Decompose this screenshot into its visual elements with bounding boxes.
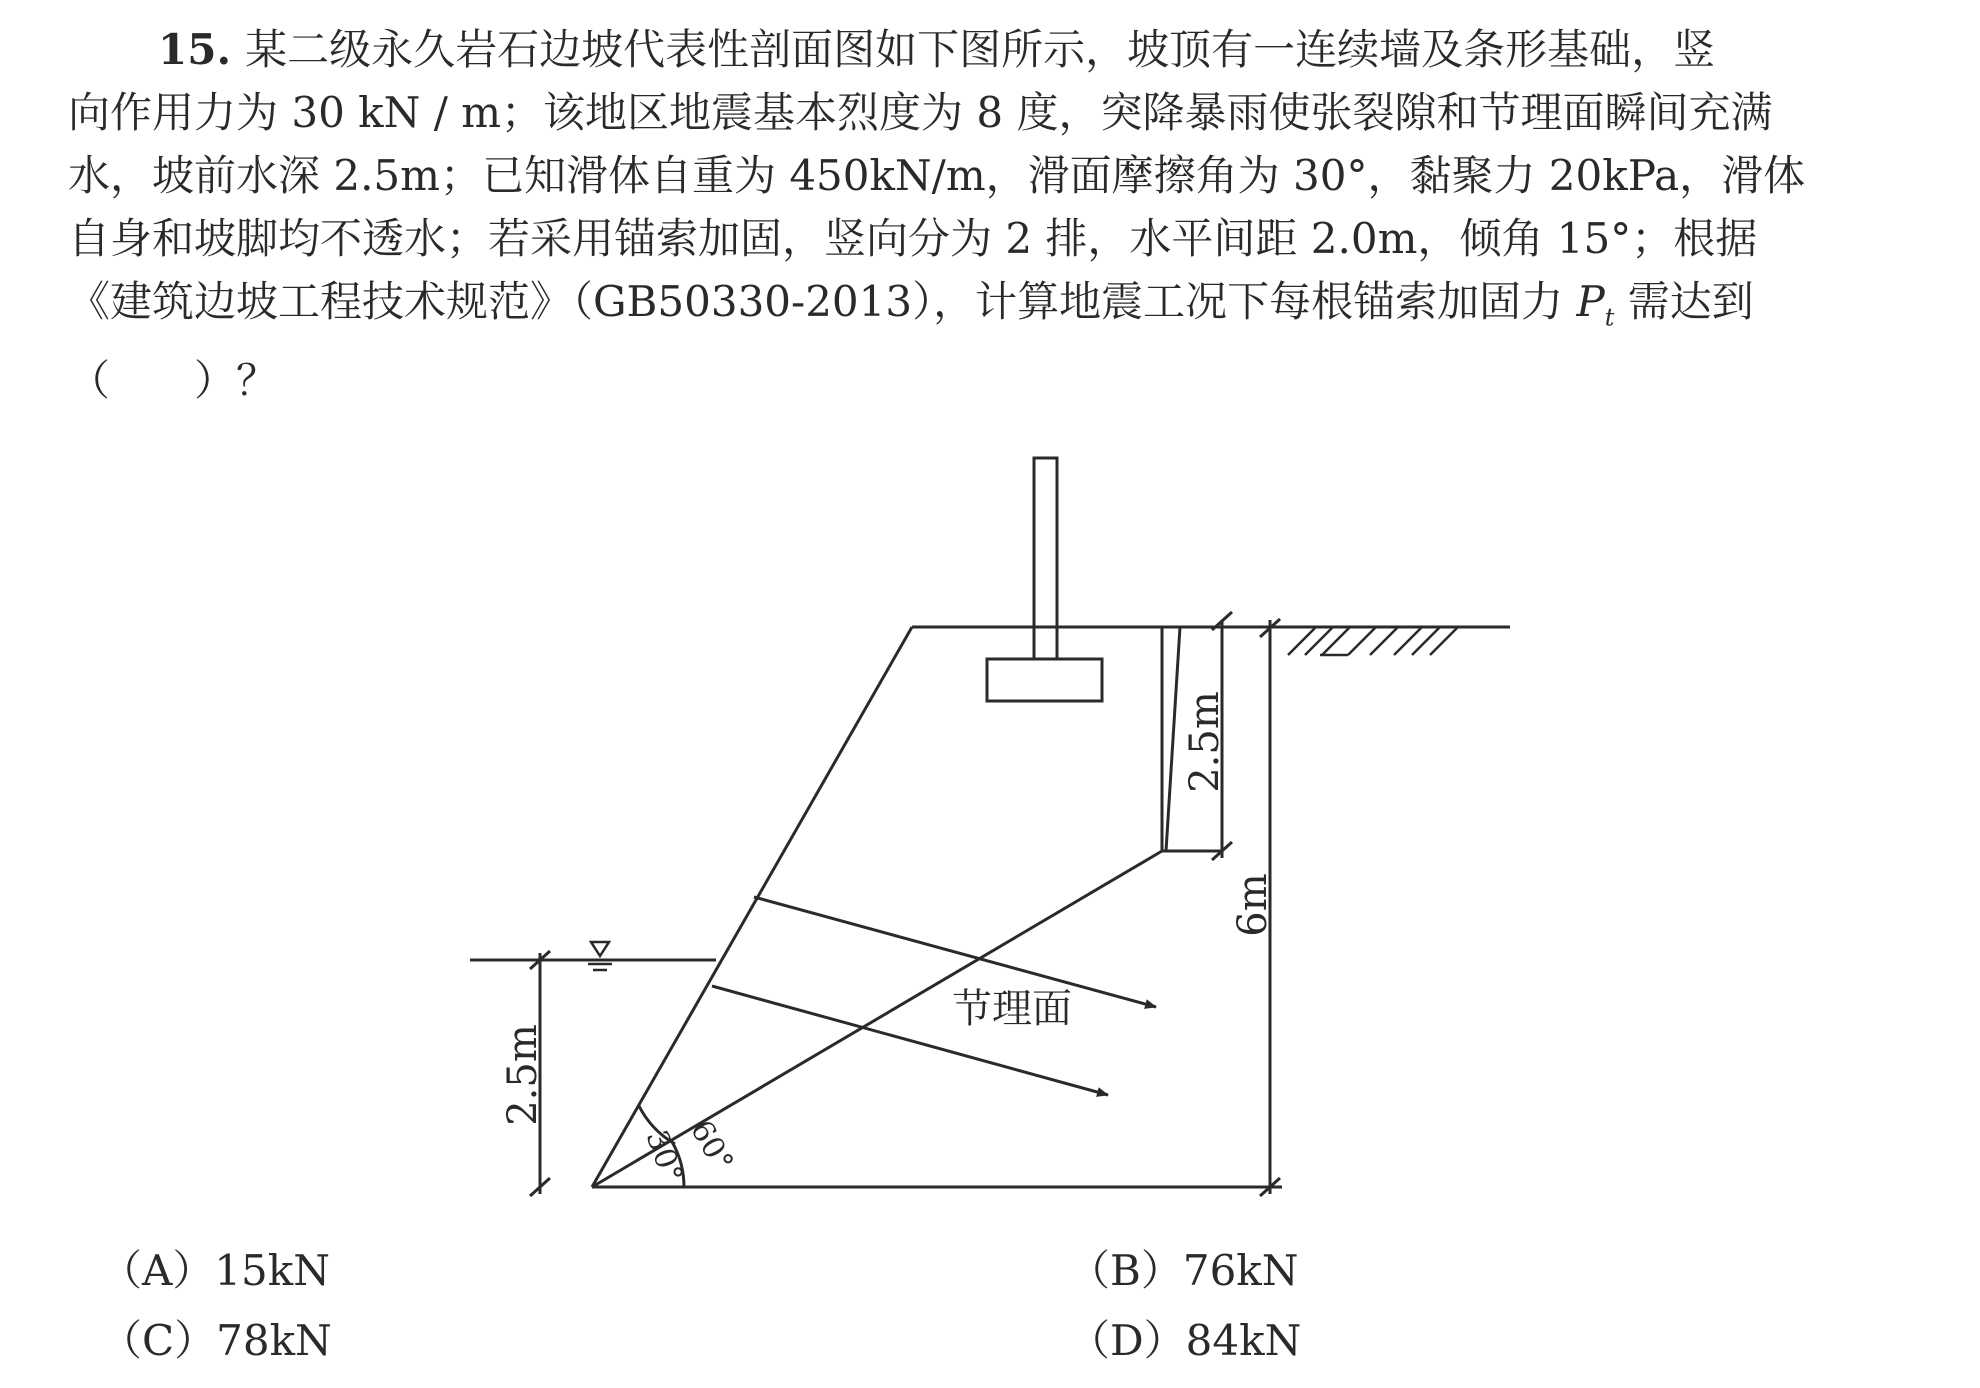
label-angle-30: 30° bbox=[638, 1125, 690, 1188]
slope-face-line bbox=[592, 627, 912, 1187]
question-line-1: 15. 某二级永久岩石边坡代表性剖面图如下图所示，坡顶有一连续墙及条形基础，竖 bbox=[158, 25, 1716, 74]
label-crack-depth: 2.5m bbox=[1182, 691, 1228, 793]
water-level-symbol bbox=[588, 942, 612, 970]
label-joint-plane: 节理面 bbox=[952, 986, 1072, 1032]
question-line-4: 自身和坡脚均不透水；若采用锚索加固，竖向分为 2 排，水平间距 2.0m，倾角 15°；根据 bbox=[68, 214, 1758, 263]
option-a[interactable]: （A）15kN bbox=[100, 1246, 330, 1295]
joint-plane-line bbox=[592, 851, 1162, 1187]
question-line-3: 水，坡前水深 2.5m；已知滑体自重为 450kN/m，滑面摩擦角为 30°，黏聚力 20kPa，滑体 bbox=[68, 151, 1806, 200]
tension-crack-inner bbox=[1166, 627, 1180, 851]
answer-blank: （ ）？ bbox=[68, 356, 279, 406]
ground-hatch bbox=[1288, 627, 1458, 655]
label-angle-60: 60° bbox=[683, 1114, 740, 1179]
strip-footing bbox=[987, 659, 1102, 701]
continuous-wall bbox=[1034, 458, 1057, 659]
question-number: 15. bbox=[158, 25, 232, 74]
question-line-2: 向作用力为 30 kN / m；该地区地震基本烈度为 8 度，突降暴雨使张裂隙和节理面瞬间充满 bbox=[68, 88, 1773, 137]
option-b[interactable]: （B）76kN bbox=[1068, 1246, 1299, 1295]
anchor-force-symbol: $P_t$ bbox=[1576, 277, 1615, 332]
label-slope-height: 6m bbox=[1230, 873, 1276, 937]
question-line-5: 《建筑边坡工程技术规范》（GB50330-2013），计算地震工况下每根锚索加固力 $P_t$ 需达到 bbox=[68, 277, 1754, 332]
option-d[interactable]: （D）84kN bbox=[1068, 1316, 1302, 1365]
label-water-depth: 2.5m bbox=[500, 1024, 546, 1126]
option-c[interactable]: （C）78kN bbox=[100, 1316, 332, 1365]
